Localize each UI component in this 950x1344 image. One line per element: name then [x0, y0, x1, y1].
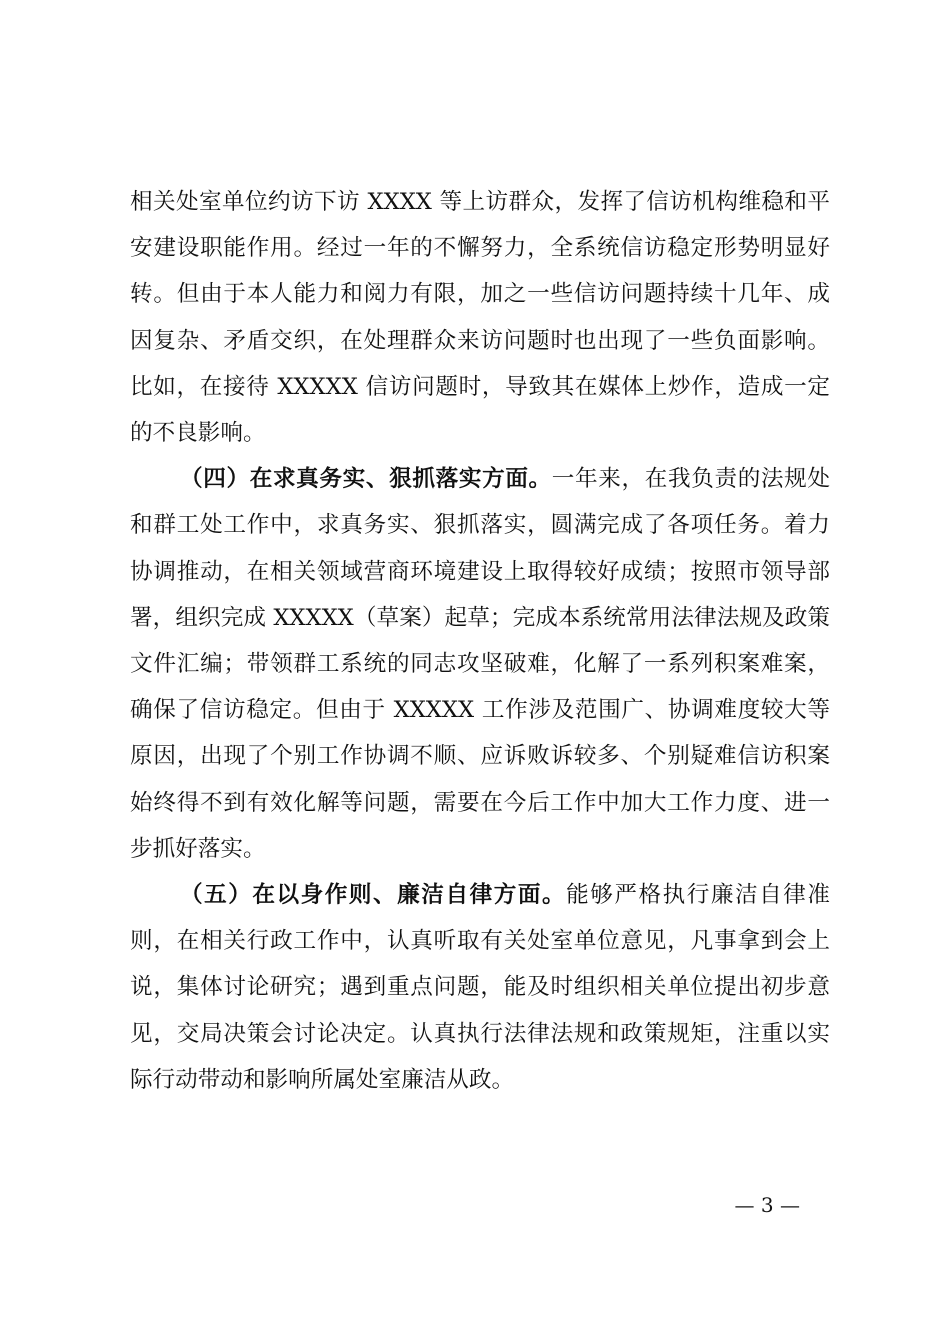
- page-number: — 3 —: [734, 1193, 800, 1217]
- section-heading-four: （四）在求真务实、狠抓落实方面。: [180, 466, 552, 493]
- paragraph-text: 一年来，在我负责的法规处和群工处工作中，求真务实、狠抓落实，圆满完成了各项任务。着力协调推动，在相关领域营商环境建设上取得较好成绩；按照市领导部署，组织完成 XXXXX（草案）起草；完成本系统常用法律法规及政策文件汇编；带领群工系统的同志攻坚破难，化解了一系列积案难案，确保了信访稳定。但由于 XXXXX 工作涉及范围广、协调难度较大等原因，出现了个别工作协调不顺、应诉败诉较多、个别疑难信访积案始终得不到有效化解等问题，需要在今后工作中加大工作力度、进一步抓好落实。: [130, 466, 831, 862]
- document-body: [130, 179, 830, 1103]
- paragraph-section-five: [130, 872, 830, 1103]
- paragraph-section-four: [130, 456, 830, 872]
- paragraph-text: 能够严格执行廉洁自律准则，在相关行政工作中，认真听取有关处室单位意见，凡事拿到会上说，集体讨论研究；遇到重点问题，能及时组织相关单位提出初步意见，交局决策会讨论决定。认真执行法律法规和政策规矩，注重以实际行动带动和影响所属处室廉洁从政。: [130, 882, 831, 1093]
- paragraph-continued: [130, 179, 830, 456]
- section-heading-five: （五）在以身作则、廉洁自律方面。: [180, 882, 567, 909]
- paragraph-text: 相关处室单位约访下访 XXXX 等上访群众，发挥了信访机构维稳和平安建设职能作用。经过一年的不懈努力，全系统信访稳定形势明显好转。但由于本人能力和阅力有限，加之一些信访问题持续十几年、成因复杂、矛盾交织，在处理群众来访问题时也出现了一些负面影响。比如，在接待 XXXXX 信访问题时，导致其在媒体上炒作，造成一定的不良影响。: [130, 189, 830, 447]
